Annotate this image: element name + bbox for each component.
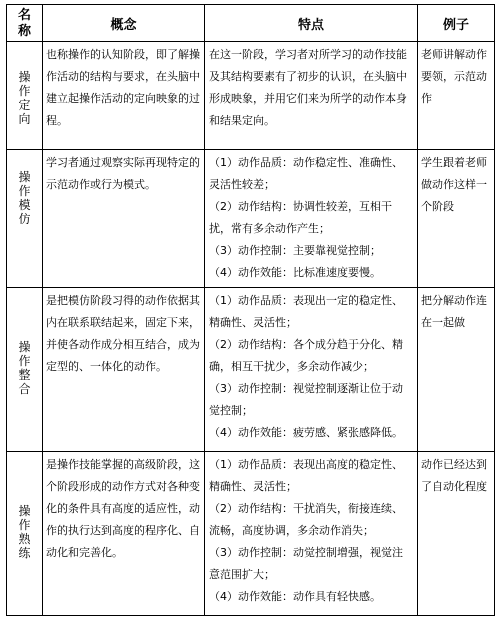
stage-name: 操 作 定 向 (7, 42, 43, 150)
table-row (7, 452, 495, 616)
header-example: 例子 (418, 5, 495, 42)
skill-stages-table (6, 4, 495, 616)
table-row (7, 150, 495, 288)
stage-example: 老师讲解动作要领，示范动作 (418, 42, 495, 150)
table-row (7, 288, 495, 452)
header-concept: 概念 (43, 5, 205, 42)
stage-concept: 学习者通过观察实际再现特定的示范动作或行为模式。 (43, 150, 205, 288)
table-row (7, 42, 495, 150)
stage-name: 操 作 模 仿 (7, 150, 43, 288)
stage-concept: 是把模仿阶段习得的动作依据其内在联系联结起来，固定下来，并使各动作成分相互结合，成为定型的、一体化的动作。 (43, 288, 205, 452)
stage-name: 操 作 整 合 (7, 288, 43, 452)
stage-name: 操 作 熟 练 (7, 452, 43, 616)
stage-features: （1）动作品质：表现出高度的稳定性、精确性、灵活性； （2）动作结构：干扰消失，衔接连续、流畅，高度协调，多余动作消失； （3）动作控制：动觉控制增强，视觉注意范围扩大； （4）动作效能：动作具有轻快感。 (205, 452, 418, 616)
stage-features: 在这一阶段，学习者对所学习的动作技能及其结构要素有了初步的认识，在头脑中形成映象，并用它们来为所学的动作本身和结果定向。 (205, 42, 418, 150)
stage-concept: 也称操作的认知阶段，即了解操作活动的结构与要求，在头脑中建立起操作活动的定向映象的过程。 (43, 42, 205, 150)
header-row (7, 5, 495, 42)
header-name-line2: 称 (17, 24, 31, 39)
stage-example: 动作已经达到了自动化程度 (418, 452, 495, 616)
header-name (7, 5, 43, 42)
stage-example: 把分解动作连在一起做 (418, 288, 495, 452)
stage-concept: 是操作技能掌握的高级阶段，这个阶段形成的动作方式对各种变化的条件具有高度的适应性，动作的执行达到高度的程序化、自动化和完善化。 (43, 452, 205, 616)
stage-features: （1）动作品质：表现出一定的稳定性、精确性、灵活性； （2）动作结构：各个成分趋于分化、精确，相互干扰少，多余动作减少； （3）动作控制：视觉控制逐渐让位于动觉控制； （4）动作效能：疲劳感、紧张感降低。 (205, 288, 418, 452)
header-features: 特点 (205, 5, 418, 42)
stage-example: 学生跟着老师做动作这样一个阶段 (418, 150, 495, 288)
header-name-line1: 名 (17, 8, 31, 23)
stage-features: （1）动作品质：动作稳定性、准确性、灵活性较差； （2）动作结构：协调性较差，互相干扰，常有多余动作产生； （3）动作控制：主要靠视觉控制； （4）动作效能：比标准速度要慢。 (205, 150, 418, 288)
